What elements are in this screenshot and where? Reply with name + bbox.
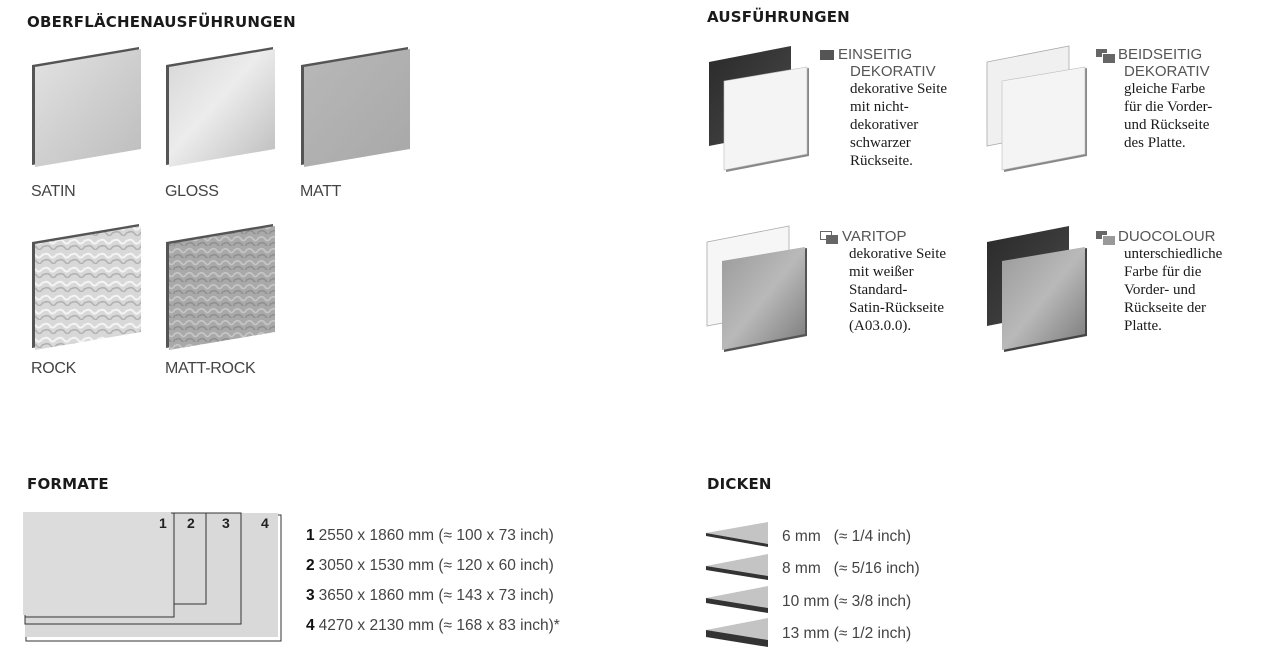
format-label-3: 3 (222, 515, 230, 531)
format-label-2: 2 (187, 515, 195, 531)
matt-swatch (298, 45, 413, 170)
duocolour-block: DUOCOLOUR unterschiedliche Farbe für die Vorder- und Rückseite der Platte. (1096, 228, 1222, 335)
varitop-illustration (704, 224, 812, 356)
matt-rock-label: MATT-ROCK (165, 360, 256, 377)
thickness-diagram (704, 520, 774, 650)
single-sided-icon (820, 50, 834, 60)
rock-swatch (29, 222, 144, 354)
thickness-heading: DICKEN (707, 475, 772, 493)
format-item: 4 4270 x 2130 mm (≈ 168 x 83 inch)* (306, 617, 560, 634)
double-sided-icon (1096, 49, 1114, 62)
single-sided-illustration (706, 44, 814, 179)
designs-heading: AUSFÜHRUNGEN (707, 8, 850, 26)
formats-diagram (23, 511, 285, 645)
format-label-4: 4 (261, 515, 269, 531)
rock-label: ROCK (31, 360, 77, 377)
varitop-icon (820, 231, 838, 244)
duocolour-icon (1096, 231, 1114, 244)
varitop-block: VARITOP dekorative Seite mit weißer Standard- Satin-Rückseite (A03.0.0). (820, 228, 946, 335)
surfaces-heading: OBERFLÄCHENAUSFÜHRUNGEN (27, 13, 296, 31)
thickness-item: 10 mm (≈ 3/8 inch) (782, 593, 912, 610)
thickness-item: 8 mm (≈ 5/16 inch) (782, 560, 920, 577)
thickness-item: 13 mm (≈ 1/2 inch) (782, 625, 912, 642)
duocolour-illustration (984, 224, 1092, 356)
format-item: 2 3050 x 1530 mm (≈ 120 x 60 inch) (306, 557, 554, 574)
formats-heading: FORMATE (27, 475, 109, 493)
format-label-1: 1 (159, 515, 167, 531)
gloss-swatch (163, 45, 278, 170)
satin-swatch (29, 45, 144, 170)
double-sided-block: BEIDSEITIG DEKORATIV gleiche Farbe für die Vorder- und Rückseite des Platte. (1096, 46, 1212, 152)
gloss-label: GLOSS (165, 183, 219, 200)
matt-rock-swatch (163, 222, 278, 354)
thickness-item: 6 mm (≈ 1/4 inch) (782, 528, 912, 545)
satin-label: SATIN (31, 183, 76, 200)
double-sided-illustration (984, 44, 1092, 179)
format-item: 1 2550 x 1860 mm (≈ 100 x 73 inch) (306, 527, 554, 544)
single-sided-block: EINSEITIG DEKORATIV dekorative Seite mit nicht- dekorativer schwarzer Rückseite. (820, 46, 947, 170)
matt-label: MATT (300, 183, 342, 200)
format-item: 3 3650 x 1860 mm (≈ 143 x 73 inch) (306, 587, 554, 604)
